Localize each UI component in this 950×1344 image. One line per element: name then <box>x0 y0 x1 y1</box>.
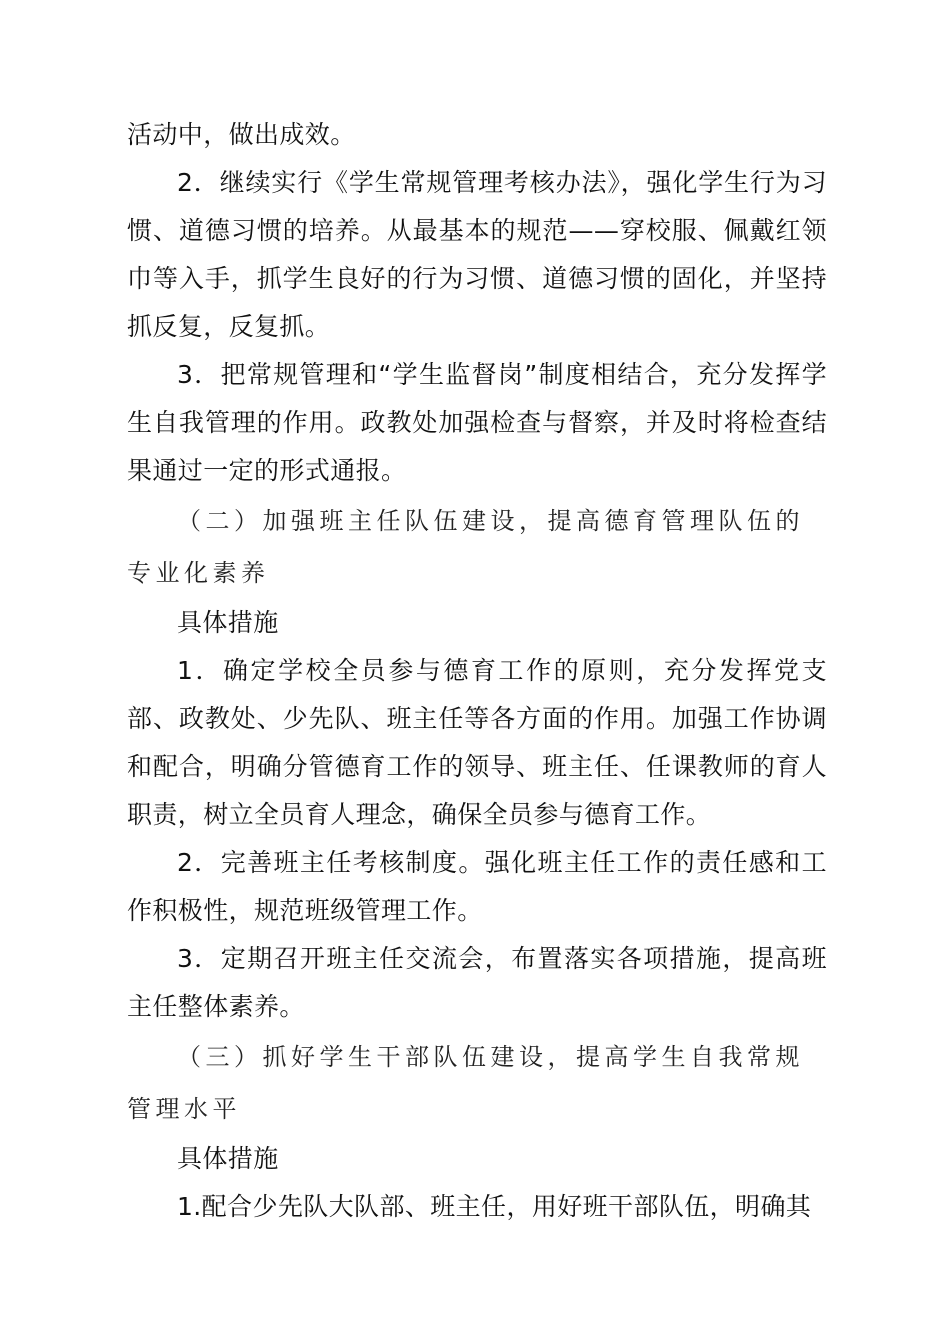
paragraph-item-2: 2．完善班主任考核制度。强化班主任工作的责任感和工作积极性，规范班级管理工作。 <box>127 848 827 925</box>
section-heading-3: （三）抓好学生干部队伍建设，提高学生自我常规管理水平 <box>127 1043 804 1123</box>
paragraph-item-2: 2．继续实行《学生常规管理考核办法》，强化学生行为习惯、道德习惯的培养。从最基本的规范——穿校服、佩戴红领巾等入手，抓学生良好的行为习惯、道德习惯的固化，并坚持抓反复，反复抓。 <box>127 168 827 341</box>
document-body <box>127 111 827 1231</box>
paragraph-continuation: 活动中，做出成效。 <box>127 120 356 149</box>
paragraph-item-3: 3．定期召开班主任交流会，布置落实各项措施，提高班主任整体素养。 <box>127 944 827 1021</box>
measures-label: 具体措施 <box>177 608 279 637</box>
section-heading-2: （二）加强班主任队伍建设，提高德育管理队伍的专业化素养 <box>127 507 804 587</box>
measures-label: 具体措施 <box>177 1144 279 1173</box>
paragraph-item-1: 1.配合少先队大队部、班主任，用好班干部队伍，明确其 <box>177 1192 812 1221</box>
paragraph-item-1: 1．确定学校全员参与德育工作的原则，充分发挥党支部、政教处、少先队、班主任等各方面的作用。加强工作协调和配合，明确分管德育工作的领导、班主任、任课教师的育人职责，树立全员育人理念，确保全员参与德育工作。 <box>127 656 827 829</box>
paragraph-item-3: 3．把常规管理和“学生监督岗”制度相结合，充分发挥学生自我管理的作用。政教处加强检查与督察，并及时将检查结果通过一定的形式通报。 <box>127 360 827 485</box>
